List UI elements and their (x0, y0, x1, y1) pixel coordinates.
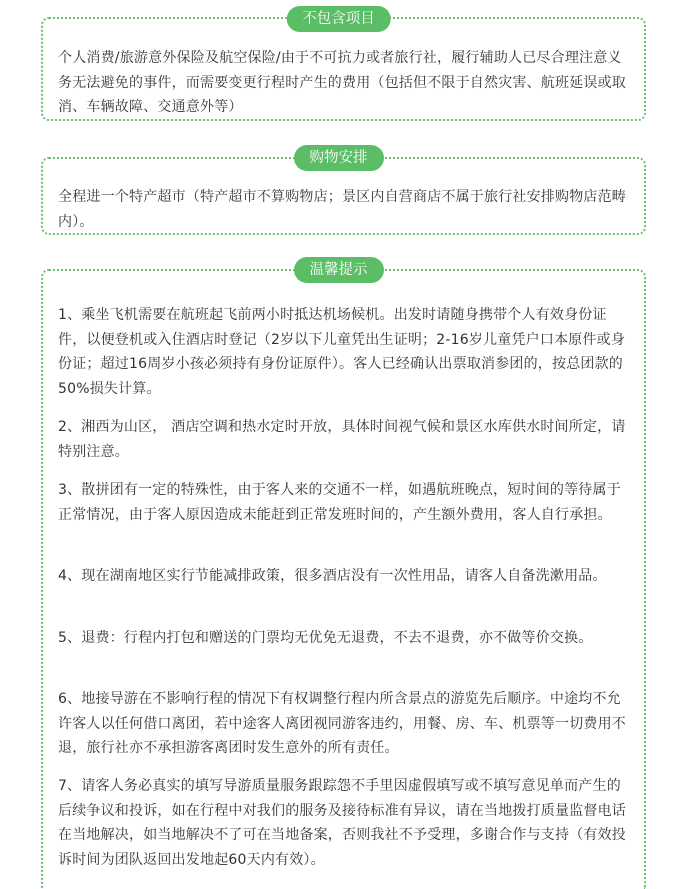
tip-item-1: 1、乘坐飞机需要在航班起飞前两小时抵达机场候机。出发时请随身携带个人有效身份证件，以便登机或入住酒店时登记（2岁以下儿童凭出生证明；2-16岁儿童凭户口本原件或身份证；超过16周岁小孩必须持有身份证原件）。客人已经确认出票取消参团的，按总团款的50%损失计算。 (58, 307, 626, 397)
tip-item-5: 5、退费：行程内打包和赠送的门票均无优免无退费，不去不退费，亦不做等价交换。 (58, 630, 593, 646)
tips-title: 温馨提示 (294, 257, 384, 283)
tip-item-3: 3、散拼团有一定的特殊性，由于客人来的交通不一样，如遇航班晚点，短时间的等待属于正常情况，由于客人原因造成未能赶到正常发班时间的，产生额外费用，客人自行承担。 (58, 482, 621, 523)
tip-item-7: 7、请客人务必真实的填写导游质量服务跟踪怨不手里因虚假填写或不填写意见单而产生的后续争议和投诉，如在行程中对我们的服务及接待标准有异议，请在当地拨打质量监督电话在当地解决，如当地解决不了可在当地备案，否则我社不予受理，多谢合作与支持（有效投诉时间为团队返回出发地起60天内有效）。 (58, 778, 626, 868)
exclusions-title: 不包含项目 (286, 6, 391, 32)
shopping-text: 全程进一个特产超市（特产超市不算购物店；景区内自营商店不属于旅行社安排购物店范畴内）。 (58, 189, 626, 230)
exclusions-text: 个人消费/旅游意外保险及航空保险/由于不可抗力或者旅行社，履行辅助人已尽合理注意义务无法避免的事件，而需要变更行程时产生的费用（包括但不限于自然灾害、航班延误或取消、车辆故障、交通意外等） (58, 50, 626, 115)
tip-item-2: 2、湘西为山区， 酒店空调和热水定时开放，具体时间视气候和景区水库供水时间所定，请特别注意。 (58, 419, 626, 460)
tip-item-4: 4、现在湖南地区实行节能减排政策，很多酒店没有一次性用品，请客人自备洗漱用品。 (58, 568, 607, 584)
shopping-title: 购物安排 (294, 145, 384, 171)
tip-item-6: 6、地接导游在不影响行程的情况下有权调整行程内所含景点的游览先后顺序。中途均不允许客人以任何借口离团，若中途客人离团视同游客违约，用餐、房、车、机票等一切费用不退，旅行社亦不承担游客离团时发生意外的所有责任。 (58, 691, 626, 756)
